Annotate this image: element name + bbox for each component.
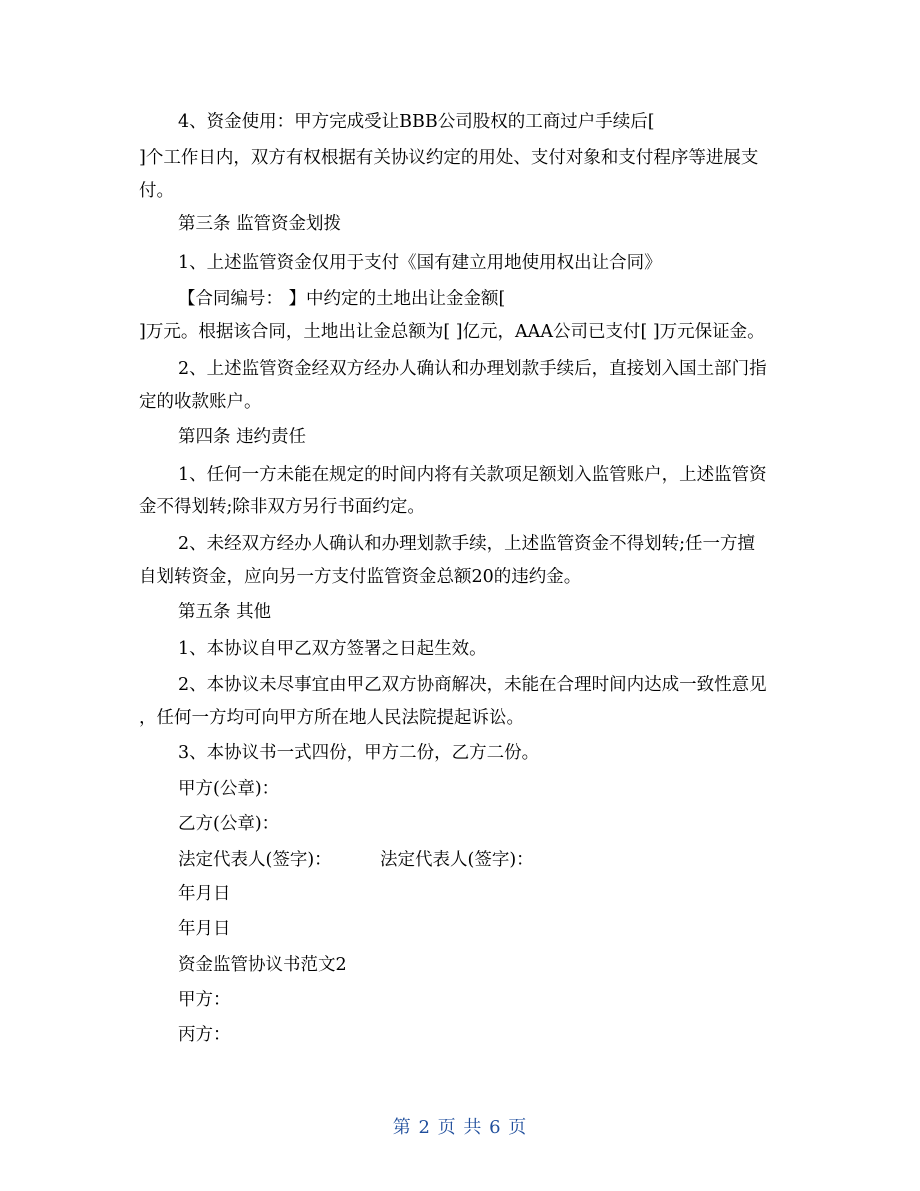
signature-line: 甲方(公章)： <box>178 779 280 799</box>
section-heading: 第四条 违约责任 <box>178 427 307 447</box>
paragraph-line: 1、任何一方未能在规定的时间内将有关款项足额划入监管账户，上述监管资 <box>178 465 767 485</box>
paragraph-line: 4、资金使用：甲方完成受让BBB公司股权的工商过户手续后[ <box>178 112 655 132</box>
section-heading: 第三条 监管资金划拨 <box>178 214 342 234</box>
document-title: 资金监管协议书范文2 <box>178 955 347 975</box>
paragraph-line: 自划转资金，应向另一方支付监管资金总额20的违约金。 <box>139 567 582 587</box>
signature-line: 法定代表人(签字)： <box>178 850 332 870</box>
date-line: 年月日 <box>178 919 231 939</box>
paragraph-line: 1、本协议自甲乙双方签署之日起生效。 <box>178 639 487 659</box>
paragraph-line: 1、上述监管资金仅用于支付《国有建立用地使用权出让合同》 <box>178 253 662 273</box>
paragraph-line: 付。 <box>139 181 174 201</box>
paragraph-line: 金不得划转;除非双方另行书面约定。 <box>139 497 425 517</box>
page-number: 第 2 页 共 6 页 <box>392 1117 528 1138</box>
paragraph-line: 2、未经双方经办人确认和办理划款手续，上述监管资金不得划转;任一方擅 <box>178 534 756 554</box>
paragraph-line: ]个工作日内，双方有权根据有关协议约定的用处、支付对象和支付程序等进展支 <box>139 148 759 168</box>
party-line: 甲方： <box>178 990 231 1010</box>
date-line: 年月日 <box>178 884 231 904</box>
signature-line: 乙方(公章)： <box>178 814 280 834</box>
signature-line: 法定代表人(签字)： <box>380 850 534 870</box>
paragraph-line: ，任何一方均可向甲方所在地人民法院提起诉讼。 <box>139 708 524 728</box>
paragraph-line: 2、上述监管资金经双方经办人确认和办理划款手续后，直接划入国土部门指 <box>178 359 767 379</box>
party-line: 丙方： <box>178 1025 231 1045</box>
paragraph-line: 【合同编号： 】中约定的土地出让金金额[ <box>178 289 506 309</box>
paragraph-line: ]万元。根据该合同，土地出让金总额为[ ]亿元，AAA公司已支付[ ]万元保证金。 <box>139 322 765 342</box>
section-heading: 第五条 其他 <box>178 602 272 622</box>
paragraph-line: 定的收款账户。 <box>139 392 262 412</box>
paragraph-line: 3、本协议书一式四份，甲方二份，乙方二份。 <box>178 743 540 763</box>
paragraph-line: 2、本协议未尽事宜由甲乙双方协商解决，未能在合理时间内达成一致性意见 <box>178 675 767 695</box>
